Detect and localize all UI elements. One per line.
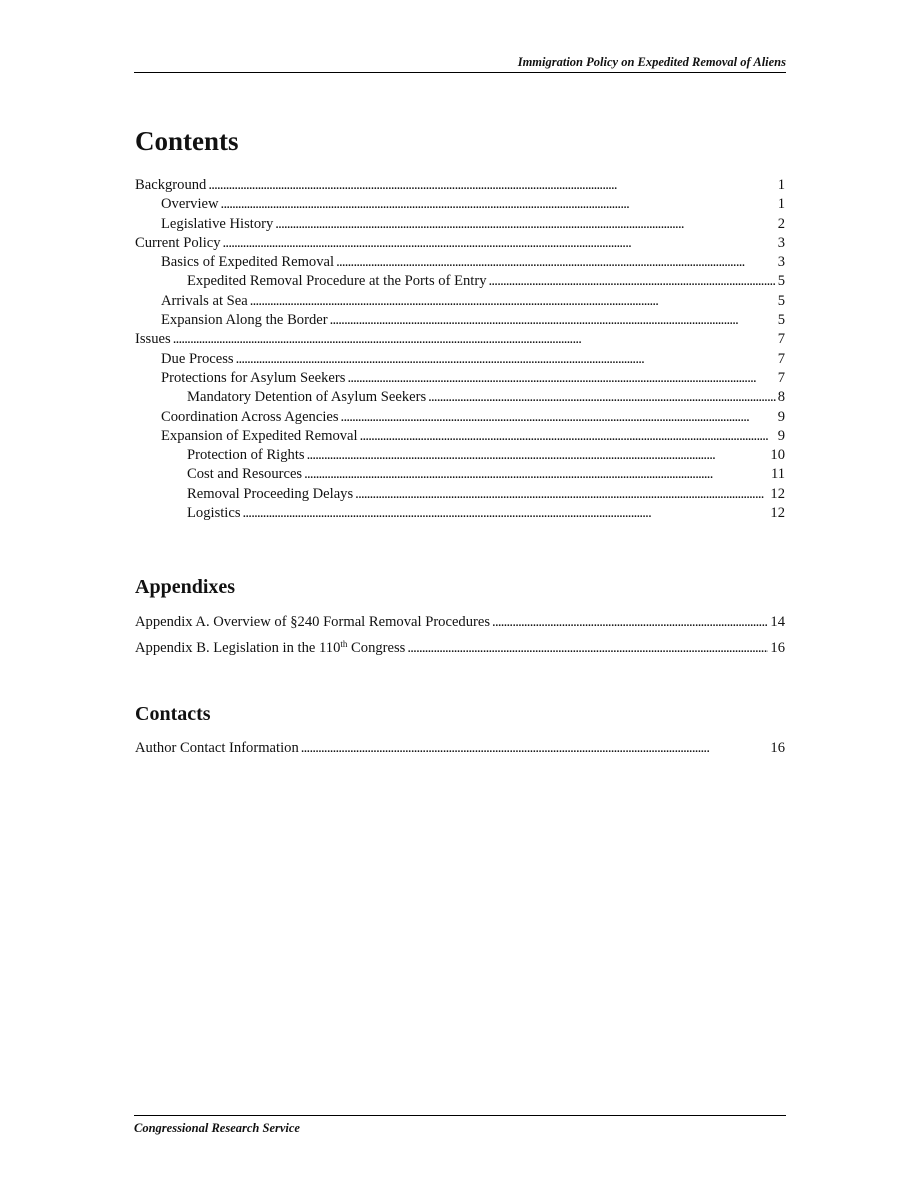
- toc-leader: [360, 427, 776, 446]
- toc-entry-title: Mandatory Detention of Asylum Seekers: [187, 389, 427, 406]
- toc-entry-page: 12: [770, 505, 785, 522]
- toc-entry-page: 3: [777, 234, 785, 251]
- toc-entry-page: 8: [777, 389, 785, 406]
- toc-leader: [492, 613, 768, 632]
- toc-entry-title: Cost and Resources: [187, 466, 303, 483]
- toc-entry-title: Removal Proceeding Delays: [187, 485, 354, 502]
- appendix-b-title-suffix: Congress: [347, 640, 406, 656]
- toc-entry-author-contact-information[interactable]: [135, 739, 785, 758]
- toc-entry-page: 1: [777, 196, 785, 213]
- toc-entry-title: Expedited Removal Procedure at the Ports of Entry: [187, 273, 487, 290]
- toc-leader: [173, 330, 776, 349]
- toc-leader: [330, 311, 776, 330]
- running-header-title: Immigration Policy on Expedited Removal of Aliens: [517, 55, 786, 69]
- toc-leader: [489, 272, 776, 291]
- toc-entry-title: Issues: [135, 331, 171, 348]
- toc-entry-page: 7: [777, 369, 785, 386]
- toc-entry-page: 9: [777, 408, 785, 425]
- toc-entry-expansion-along-border[interactable]: [135, 311, 785, 330]
- toc-entry-title: Protections for Asylum Seekers: [161, 369, 346, 386]
- appendix-b-title-prefix: Appendix B. Legislation in the 110: [135, 640, 341, 656]
- toc-entry-appendix-a[interactable]: [135, 613, 785, 639]
- toc-entry-arrivals-at-sea[interactable]: [135, 292, 785, 311]
- toc-entry-ports-of-entry-procedure[interactable]: [135, 272, 785, 291]
- toc-leader: [307, 446, 769, 465]
- toc-entry-page: 7: [777, 350, 785, 367]
- toc-entry-title: Author Contact Information: [135, 740, 299, 756]
- toc-entry-cost-and-resources[interactable]: [135, 465, 785, 484]
- toc-entry-title: Coordination Across Agencies: [161, 408, 339, 425]
- toc-entry-page: 3: [777, 254, 785, 271]
- contents-heading: Contents: [135, 126, 239, 156]
- toc-entry-title: Due Process: [161, 350, 234, 367]
- toc-entry-appendix-b[interactable]: [135, 639, 785, 665]
- toc-leader: [341, 408, 776, 427]
- toc-entry-mandatory-detention[interactable]: [135, 388, 785, 407]
- contacts-heading: Contacts: [135, 703, 211, 725]
- toc-entry-page: 10: [770, 447, 785, 464]
- toc-entry-removal-proceeding-delays[interactable]: [135, 485, 785, 504]
- toc-entry-basics-of-expedited-removal[interactable]: [135, 253, 785, 272]
- toc-leader: [243, 504, 769, 523]
- toc-leader: [355, 485, 768, 504]
- toc-entry-page: 7: [777, 331, 785, 348]
- toc-entry-title: Logistics: [187, 505, 241, 522]
- toc-entry-page: 2: [777, 215, 785, 232]
- toc-entry-protections-for-asylum-seekers[interactable]: [135, 369, 785, 388]
- toc-entry-legislative-history[interactable]: [135, 215, 785, 234]
- running-footer-text: Congressional Research Service: [134, 1121, 300, 1135]
- ordinal-suffix: th: [340, 639, 348, 649]
- toc-entry-title: Protection of Rights: [187, 447, 305, 464]
- toc-entry-title: Expansion of Expedited Removal: [161, 427, 358, 444]
- toc-entry-title: Basics of Expedited Removal: [161, 254, 335, 271]
- toc-entry-overview[interactable]: [135, 195, 785, 214]
- toc-leader: [301, 739, 769, 758]
- toc-leader: [221, 195, 776, 214]
- toc-leader: [428, 388, 776, 407]
- toc-entry-title: Expansion Along the Border: [161, 312, 328, 329]
- toc-leader: [407, 639, 768, 658]
- toc-entry-due-process[interactable]: [135, 350, 785, 369]
- toc-entry-protection-of-rights[interactable]: [135, 446, 785, 465]
- toc-entry-title: Current Policy: [135, 234, 221, 251]
- running-footer: [134, 1115, 786, 1135]
- toc-leader: [347, 369, 775, 388]
- appendixes-heading: Appendixes: [135, 576, 236, 598]
- toc-leader: [208, 176, 775, 195]
- toc-leader: [275, 215, 775, 234]
- toc-leader: [336, 253, 776, 272]
- toc-entry-background[interactable]: [135, 176, 785, 195]
- toc-entry-title: [135, 639, 405, 658]
- toc-entry-page: 5: [777, 312, 785, 329]
- toc-entry-title: Arrivals at Sea: [161, 292, 248, 309]
- toc-entry-page: 11: [770, 466, 785, 483]
- toc-entry-page: 14: [770, 614, 785, 630]
- toc-entry-page: 5: [777, 273, 785, 290]
- toc-leader: [223, 234, 776, 253]
- toc-entry-expansion-of-expedited-removal[interactable]: [135, 427, 785, 446]
- appendixes-toc: [135, 613, 785, 665]
- toc-entry-page: 16: [770, 640, 785, 656]
- contacts-toc: [135, 739, 785, 758]
- toc-leader: [250, 292, 776, 311]
- toc-entry-title: Appendix A. Overview of §240 Formal Removal Procedures: [135, 614, 491, 630]
- toc-leader: [236, 350, 776, 369]
- toc-entry-title: Legislative History: [161, 215, 274, 232]
- toc-entry-current-policy[interactable]: [135, 234, 785, 253]
- toc-entry-title: Background: [135, 177, 207, 193]
- toc-entry-page: 9: [777, 427, 785, 444]
- toc-entry-page: 12: [770, 485, 785, 502]
- toc-entry-logistics[interactable]: [135, 504, 785, 523]
- toc-entry-issues[interactable]: [135, 330, 785, 349]
- toc-entry-coordination-across-agencies[interactable]: [135, 408, 785, 427]
- toc-entry-page: 16: [770, 740, 785, 756]
- toc-leader: [304, 465, 769, 484]
- toc-entry-page: 1: [777, 177, 785, 193]
- contents-toc: [135, 176, 785, 523]
- toc-entry-page: 5: [777, 292, 785, 309]
- running-header: [134, 55, 786, 73]
- toc-entry-title: Overview: [161, 196, 219, 213]
